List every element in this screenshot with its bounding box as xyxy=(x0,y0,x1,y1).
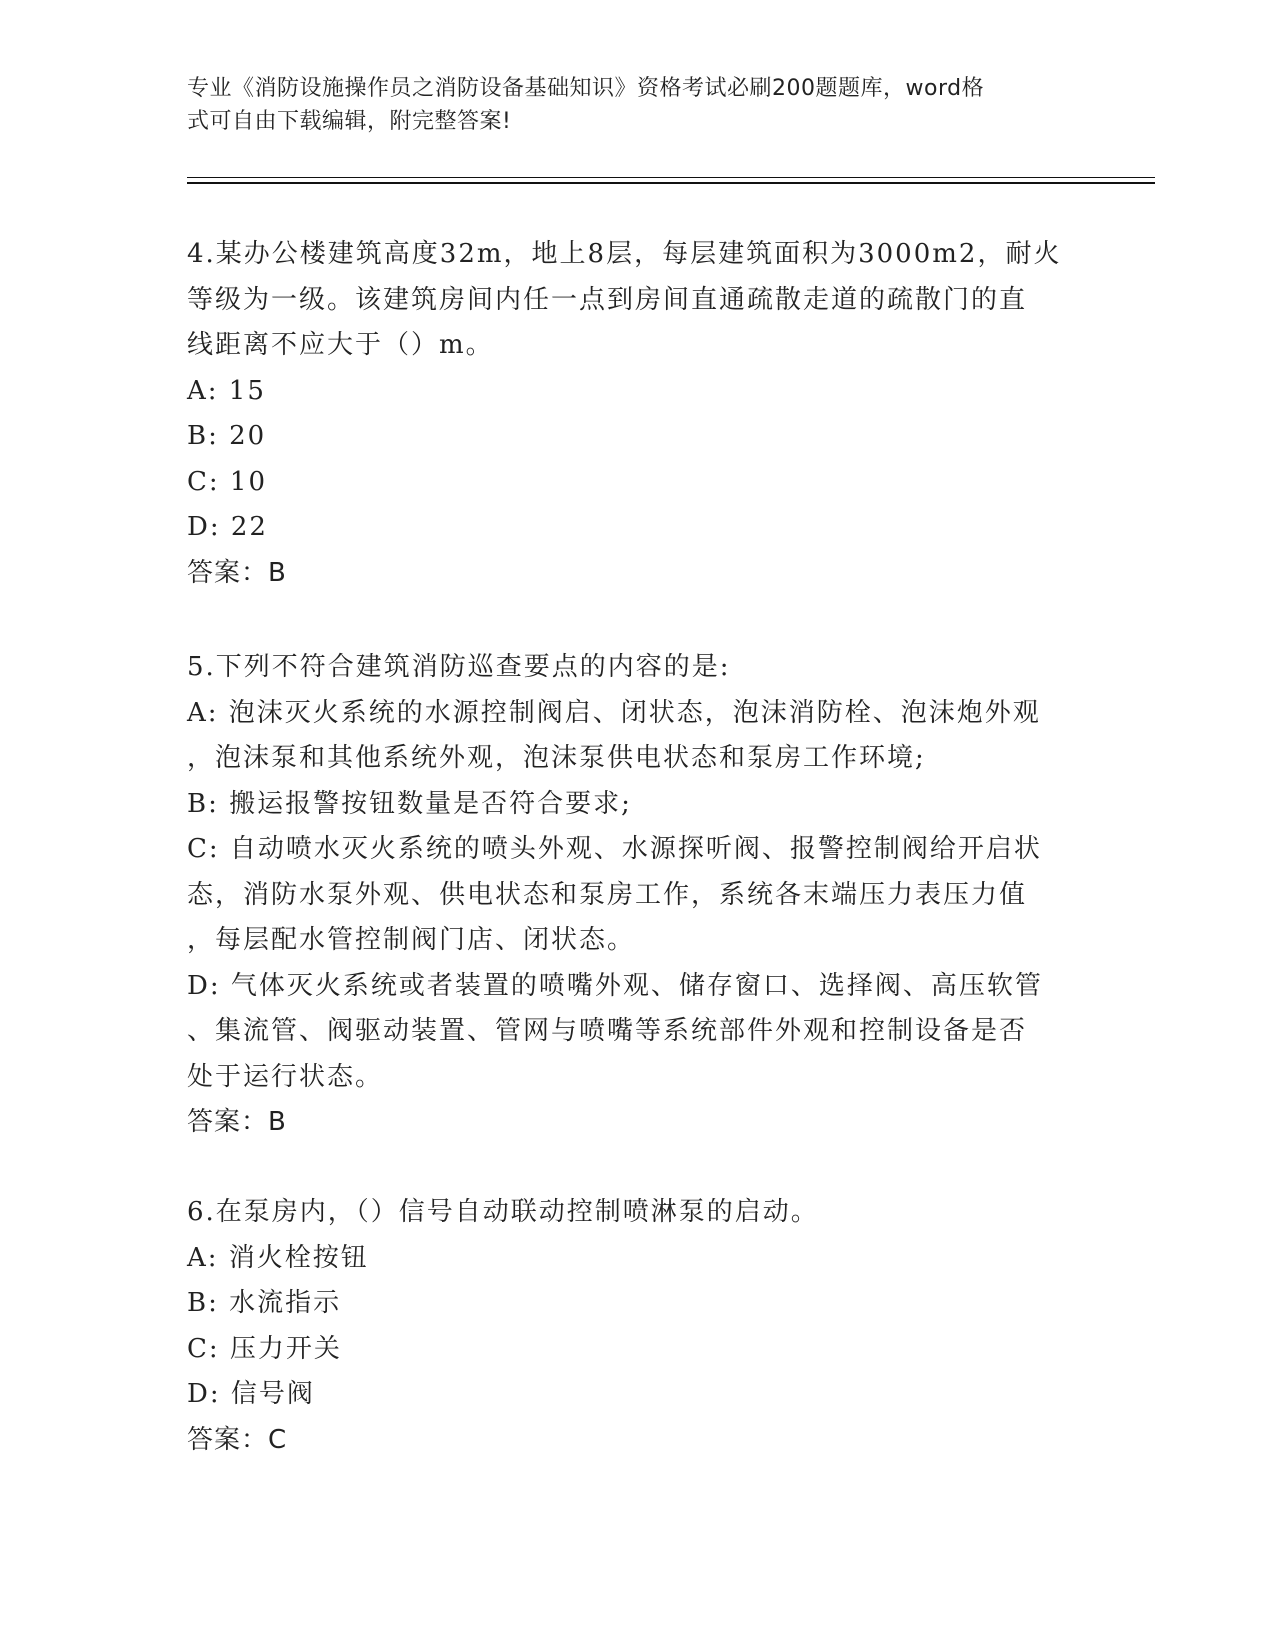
option-c: C: 10 xyxy=(187,466,268,497)
option-c-line-1: C: 自动喷水灭火系统的喷头外观、水源探听阀、报警控制阀给开启状 xyxy=(187,834,1042,864)
option-a: A: 15 xyxy=(187,375,266,406)
question-stem-line: 线距离不应大于（）m。 xyxy=(187,330,494,360)
option-c-line-2: 态，消防水泵外观、供电状态和泵房工作，系统各末端压力表压力值 xyxy=(187,879,1028,910)
question-6 xyxy=(187,1190,1067,1463)
option-d: D: 22 xyxy=(187,512,268,542)
question-stem-line: 等级为一级。该建筑房间内任一点到房间直通疏散走道的疏散门的直 xyxy=(187,284,1028,315)
option-d-line-1: D: 气体灭火系统或者装置的喷嘴外观、储存窗口、选择阀、高压软管 xyxy=(187,970,1043,1001)
option-a-line-1: A: 泡沫灭火系统的水源控制阀启、闭状态，泡沫消防栓、泡沫炮外观 xyxy=(187,697,1041,728)
answer-line: 答案：C xyxy=(187,1424,288,1455)
question-5 xyxy=(187,645,1067,1146)
document-header xyxy=(187,72,1067,138)
question-stem-line: 6.在泵房内，（）信号自动联动控制喷淋泵的启动。 xyxy=(187,1197,819,1227)
question-stem-line: 4.某办公楼建筑高度32m，地上8层，每层建筑面积为3000m2，耐火 xyxy=(187,239,1062,269)
question-stem-line: 5.下列不符合建筑消防巡查要点的内容的是: xyxy=(187,652,731,682)
option-b: B: 水流指示 xyxy=(187,1288,342,1318)
option-d: D: 信号阀 xyxy=(187,1379,315,1409)
option-c: C: 压力开关 xyxy=(187,1333,342,1364)
header-divider-thick xyxy=(187,182,1155,184)
answer-line: 答案：B xyxy=(187,1107,287,1137)
option-a: A: 消火栓按钮 xyxy=(187,1242,369,1273)
header-line-2: 式可自由下载编辑，附完整答案! xyxy=(187,109,512,134)
option-b: B: 20 xyxy=(187,421,267,451)
option-a-line-2: ，泡沫泵和其他系统外观，泡沫泵供电状态和泵房工作环境; xyxy=(187,743,926,773)
option-d-line-3: 处于运行状态。 xyxy=(187,1061,384,1092)
answer-line: 答案：B xyxy=(187,557,287,588)
option-c-line-3: ，每层配水管控制阀门店、闭状态。 xyxy=(187,925,636,955)
option-d-line-2: 、集流管、阀驱动装置、管网与喷嘴等系统部件外观和控制设备是否 xyxy=(187,1016,1028,1046)
option-b: B: 搬运报警按钮数量是否符合要求; xyxy=(187,788,632,819)
question-4 xyxy=(187,232,1067,596)
header-divider-thin xyxy=(187,177,1155,178)
header-line-1: 专业《消防设施操作员之消防设备基础知识》资格考试必刷200题题库，word格 xyxy=(187,76,985,101)
